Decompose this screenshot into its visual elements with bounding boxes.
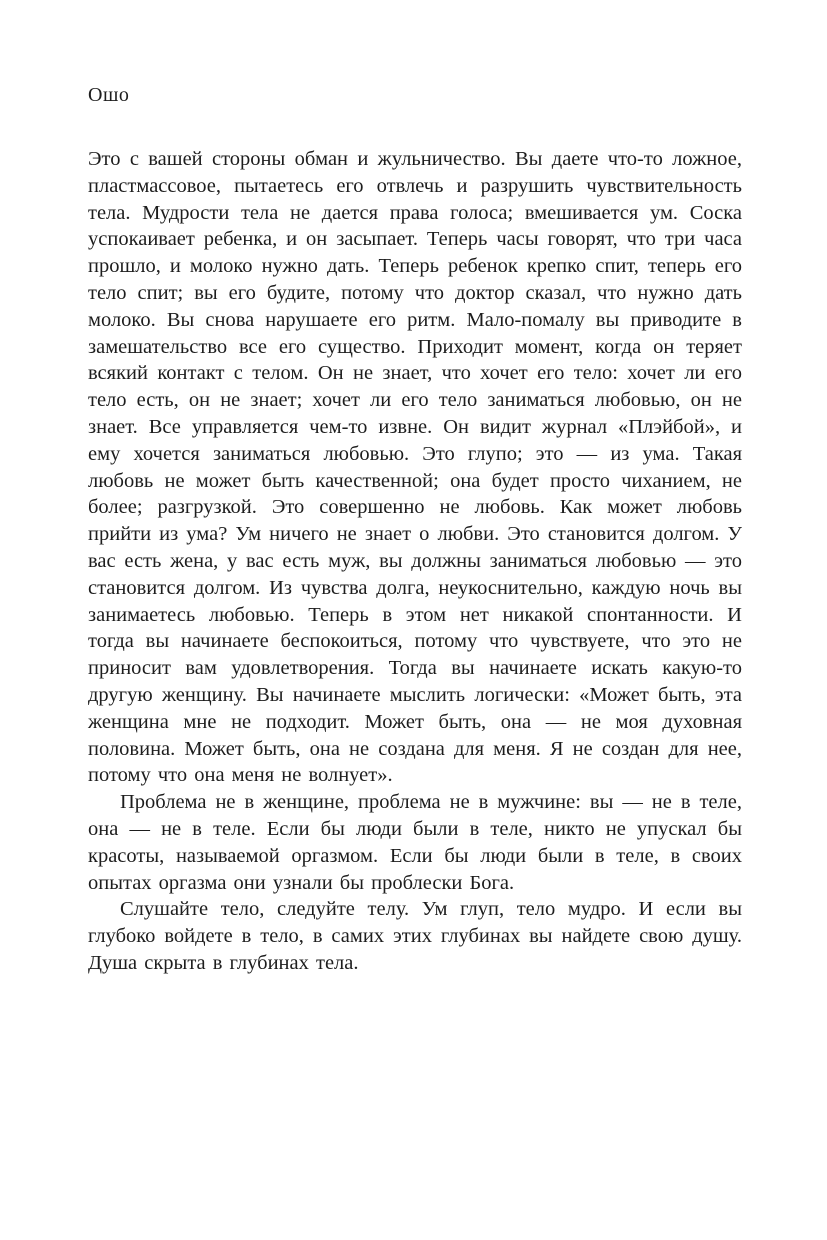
paragraph: Проблема не в женщине, проблема не в мужчине: вы — не в теле, она — не в теле. Если бы люди были в теле, никто не упускал бы красоты, называемой оргазмом. Если бы люди были в теле, в своих опытах оргазма они узнали бы проблески Бога.: [88, 791, 742, 894]
running-header-author: Ошо: [88, 84, 130, 106]
paragraph: Это с вашей стороны обман и жульничество. Вы даете что-то ложное, пластмассовое, пытаетесь его отвлечь и разрушить чувствительность тела. Мудрости тела не дается права голоса; вмешивается ум. Соска успокаивает ребенка, и он засыпает. Теперь часы говорят, что три часа прошло, и молоко нужно дать. Теперь ребенок крепко спит, теперь его тело спит; вы его будите, потому что доктор сказал, что нужно дать молоко. Вы снова нарушаете его ритм. Мало-помалу вы приводите в замешательство все его существо. Приходит момент, когда он теряет всякий контакт с телом. Он не знает, что хочет его тело: хочет ли его тело есть, он не знает; хочет ли его тело заниматься любовью, он не знает. Все управляется чем-то извне. Он видит журнал «Плэйбой», и ему хочется заниматься любовью. Это глупо; это — из ума. Такая любовь не может быть качественной; она будет просто чиханием, не более; разгрузкой. Это совершенно не любовь. Как может любовь прийти из ума? Ум ничего не знает о любви. Это становится долгом. У вас есть жена, у вас есть муж, вы должны заниматься любовью — это становится долгом. Из чувства долга, неукоснительно, каждую ночь вы занимаетесь любовью. Теперь в этом нет никакой спонтанности. И тогда вы начинаете беспокоиться, потому что чувствуете, что это не приносит вам удовлетворения. Тогда вы начинаете искать какую-то другую женщину. Вы начинаете мыслить логически: «Может быть, эта женщина мне не подходит. Может быть, она — не моя духовная половина. Может быть, она не создана для меня. Я не создан для нее, потому что она меня не волнует».: [88, 148, 742, 787]
body-text: [88, 146, 742, 977]
paragraph: Слушайте тело, следуйте телу. Ум глуп, тело мудро. И если вы глубоко войдете в тело, в самих этих глубинах вы найдете свою душу. Душа скрыта в глубинах тела.: [88, 898, 742, 974]
